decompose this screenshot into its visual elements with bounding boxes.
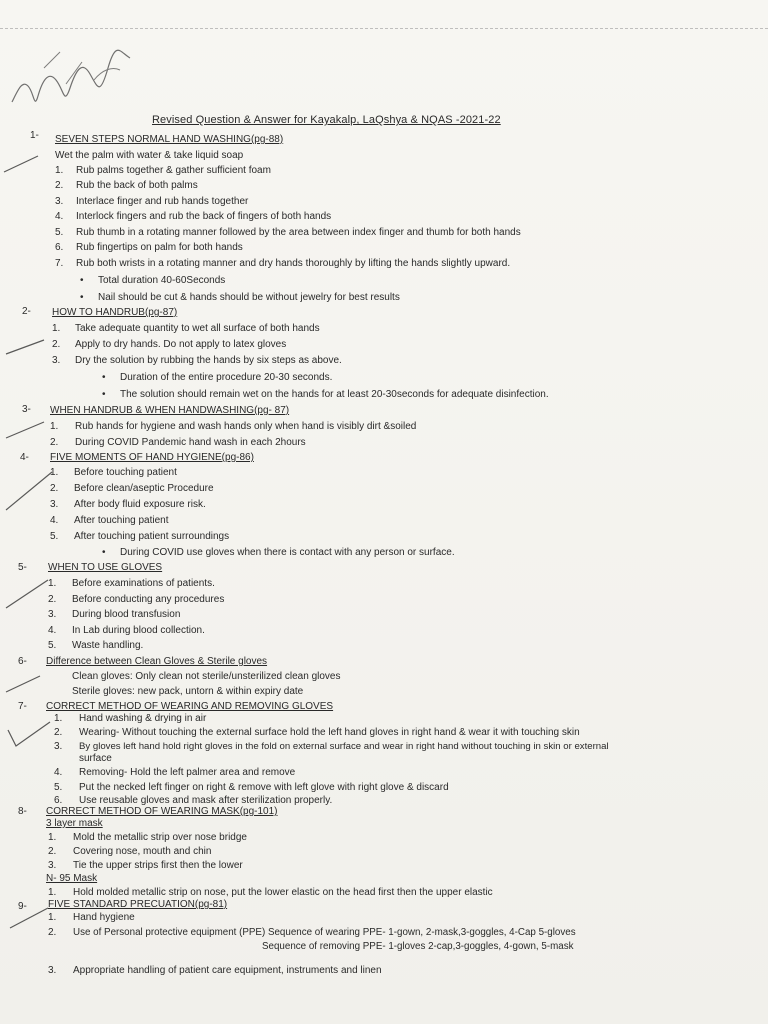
item-number: 1. xyxy=(48,578,57,589)
list-item: Removing- Hold the left palmer area and remove xyxy=(79,767,296,778)
item-number: 2. xyxy=(48,927,57,938)
list-item: In Lab during blood collection. xyxy=(72,625,205,636)
section-heading: CORRECT METHOD OF WEARING AND REMOVING GLOVES xyxy=(46,701,334,712)
list-item: After touching patient xyxy=(74,515,169,526)
list-item: Before touching patient xyxy=(74,467,177,478)
item-number: 5. xyxy=(55,227,64,238)
list-item: During blood transfusion xyxy=(72,609,181,620)
list-item: Hand hygiene xyxy=(73,912,135,923)
list-item: Use of Personal protective equipment (PPE) Sequence of wearing PPE- 1-gown, 2-mask,3-goggles, 4-Cap 5-gloves xyxy=(73,927,576,938)
bullet-item: • Duration of the entire procedure 20-30 seconds. xyxy=(120,372,332,384)
list-item: Mold the metallic strip over nose bridge xyxy=(73,832,247,843)
list-item: Before conducting any procedures xyxy=(72,594,225,605)
check-mark-icon xyxy=(4,720,54,750)
list-item-continuation: surface xyxy=(79,753,112,764)
item-number: 3. xyxy=(50,499,59,510)
list-item: Rub palms together & gather sufficient foam xyxy=(76,165,271,176)
section-heading: WHEN TO USE GLOVES xyxy=(48,562,163,573)
bullet-item: • Total duration 40-60Seconds xyxy=(98,275,225,287)
list-item: By gloves left hand hold right gloves in the fold on external surface and wear in right hand without touching in skin or external xyxy=(79,741,609,752)
list-item: After touching patient surroundings xyxy=(74,531,230,542)
item-number: 6. xyxy=(54,795,63,806)
list-item: Rub fingertips on palm for both hands xyxy=(76,242,243,253)
check-mark-icon xyxy=(4,418,48,442)
check-mark-icon xyxy=(4,336,48,358)
section-heading: Difference between Clean Gloves & Sterile gloves xyxy=(46,656,268,667)
item-number: 5. xyxy=(54,782,63,793)
item-number: 5. xyxy=(48,640,57,651)
check-mark-icon xyxy=(4,672,44,694)
handwritten-signature xyxy=(8,40,138,120)
list-item: Hand washing & drying in air xyxy=(79,713,207,724)
item-number: 4. xyxy=(50,515,59,526)
item-number: 4. xyxy=(54,767,63,778)
item-number: 4. xyxy=(55,211,64,222)
section-number: 8- xyxy=(18,806,27,817)
item-number: 3. xyxy=(48,609,57,620)
section-heading: WHEN HANDRUB & WHEN HANDWASHING(pg- 87) xyxy=(50,405,290,416)
list-item: Take adequate quantity to wet all surface of both hands xyxy=(75,323,320,334)
list-item: Apply to dry hands. Do not apply to latex gloves xyxy=(75,339,287,350)
item-number: 1. xyxy=(48,832,57,843)
list-item: Before clean/aseptic Procedure xyxy=(74,483,214,494)
bullet-item: • During COVID use gloves when there is contact with any person or surface. xyxy=(120,547,455,559)
list-item: Dry the solution by rubbing the hands by six steps as above. xyxy=(75,355,342,366)
section-number: 4- xyxy=(20,452,29,463)
item-number: 1. xyxy=(50,421,59,432)
item-number: 1. xyxy=(50,467,59,478)
list-item: Rub hands for hygiene and wash hands only when hand is visibly dirt &soiled xyxy=(75,421,417,432)
section-number: 2- xyxy=(22,306,31,317)
check-mark-icon xyxy=(4,470,54,512)
bullet-item: • Nail should be cut & hands should be without jewelry for best results xyxy=(98,292,400,304)
sub-heading: 3 layer mask xyxy=(46,818,103,829)
section-heading: CORRECT METHOD OF WEARING MASK(pg-101) xyxy=(46,806,278,817)
item-number: 1. xyxy=(48,912,57,923)
item-number: 5. xyxy=(50,531,59,542)
text-line: Sterile gloves: new pack, untorn & within expiry date xyxy=(72,686,304,697)
item-number: 1. xyxy=(55,165,64,176)
item-number: 1. xyxy=(52,323,61,334)
item-number: 3. xyxy=(48,965,57,976)
list-item: During COVID Pandemic hand wash in each 2hours xyxy=(75,437,306,448)
scan-edge-line xyxy=(0,28,768,33)
item-number: 3. xyxy=(48,860,57,871)
item-number: 2. xyxy=(48,846,57,857)
section-number: 7- xyxy=(18,701,27,712)
item-number: 2. xyxy=(48,594,57,605)
list-item: Before examinations of patients. xyxy=(72,578,215,589)
section-heading: HOW TO HANDRUB(pg-87) xyxy=(52,307,178,318)
list-item: Hold molded metallic strip on nose, put the lower elastic on the head first then the upper elastic xyxy=(73,887,493,898)
item-number: 2. xyxy=(50,483,59,494)
item-number: 1. xyxy=(54,713,63,724)
list-item: Waste handling. xyxy=(72,640,144,651)
item-number: 4. xyxy=(48,625,57,636)
list-item: Use reusable gloves and mask after sterilization properly. xyxy=(79,795,333,806)
section-intro: Wet the palm with water & take liquid soap xyxy=(55,150,244,161)
list-item: Rub the back of both palms xyxy=(76,180,198,191)
list-item-continuation: Sequence of removing PPE- 1-gloves 2-cap,3-goggles, 4-gown, 5-mask xyxy=(262,941,574,952)
item-number: 7. xyxy=(55,258,64,269)
check-mark-icon xyxy=(2,152,42,176)
item-number: 1. xyxy=(48,887,57,898)
section-number: 5- xyxy=(18,562,27,573)
section-number: 1- xyxy=(30,130,39,141)
section-number: 3- xyxy=(22,404,31,415)
section-heading: FIVE STANDARD PRECUATION(pg-81) xyxy=(48,899,228,910)
item-number: 3. xyxy=(55,196,64,207)
check-mark-icon xyxy=(4,578,50,610)
sub-heading: N- 95 Mask xyxy=(46,873,98,884)
item-number: 6. xyxy=(55,242,64,253)
list-item: After body fluid exposure risk. xyxy=(74,499,206,510)
text-line: Clean gloves: Only clean not sterile/unsterilized clean gloves xyxy=(72,671,341,682)
section-heading: SEVEN STEPS NORMAL HAND WASHING(pg-88) xyxy=(55,134,284,145)
list-item: Wearing- Without touching the external surface hold the left hand gloves in right hand & wear it with touching skin xyxy=(79,727,580,738)
item-number: 3. xyxy=(54,741,63,752)
list-item: Interlace finger and rub hands together xyxy=(76,196,249,207)
section-number: 6- xyxy=(18,656,27,667)
section-number: 9- xyxy=(18,901,27,912)
list-item: Interlock fingers and rub the back of fingers of both hands xyxy=(76,211,332,222)
item-number: 2. xyxy=(54,727,63,738)
item-number: 2. xyxy=(52,339,61,350)
item-number: 2. xyxy=(55,180,64,191)
check-mark-icon xyxy=(8,904,52,930)
list-item: Rub thumb in a rotating manner followed by the area between index finger and thumb for both hands xyxy=(76,227,521,238)
item-number: 3. xyxy=(52,355,61,366)
list-item: Put the necked left finger on right & remove with left glove with right glove & discard xyxy=(79,782,449,793)
bullet-item: • The solution should remain wet on the hands for at least 20-30seconds for adequate disinfection. xyxy=(120,389,549,401)
list-item: Tie the upper strips first then the lower xyxy=(73,860,243,871)
page-title: Revised Question & Answer for Kayakalp, LaQshya & NQAS -2021-22 xyxy=(152,114,501,126)
list-item: Appropriate handling of patient care equipment, instruments and linen xyxy=(73,965,382,976)
list-item: Rub both wrists in a rotating manner and dry hands thoroughly by lifting the hands slightly upward. xyxy=(76,258,511,269)
section-heading: FIVE MOMENTS OF HAND HYGIENE(pg-86) xyxy=(50,452,254,463)
list-item: Covering nose, mouth and chin xyxy=(73,846,212,857)
item-number: 2. xyxy=(50,437,59,448)
